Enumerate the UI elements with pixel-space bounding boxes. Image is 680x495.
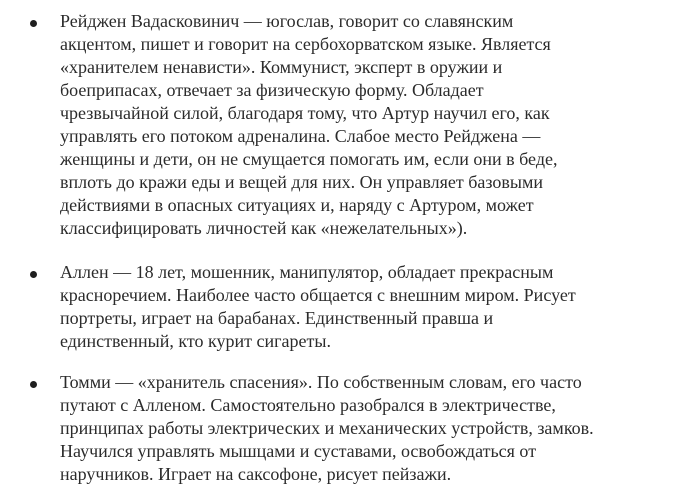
- text-line: принципах работы электрических и механических устройств, замков.: [60, 418, 594, 438]
- text-line: действиями в опасных ситуациях и, наряду с Артуром, может: [60, 195, 534, 215]
- text-line: путают с Алленом. Самостоятельно разобрался в электричестве,: [60, 395, 556, 415]
- text-line: управлять его потоком адреналина. Слабое место Рейджена —: [60, 126, 541, 146]
- text-line: классифицировать личностей как «нежелательных»).: [60, 218, 468, 238]
- bullet-icon: [30, 381, 37, 388]
- text-line: Рейджен Вадасковинич — югослав, говорит со славянским: [60, 11, 514, 31]
- text-line: «хранителем ненависти». Коммунист, эксперт в оружии и: [60, 57, 503, 77]
- text-line: портреты, играет на барабанах. Единственный правша и: [60, 308, 494, 328]
- text-line: боеприпасах, отвечает за физическую форму. Обладает: [60, 80, 484, 100]
- text-line: единственный, кто курит сигареты.: [60, 331, 331, 351]
- bullet-icon: [30, 20, 37, 27]
- text-line: Томми — «хранитель спасения». По собственным словам, его часто: [60, 372, 582, 392]
- text-line: акцентом, пишет и говорит на сербохорватском языке. Является: [60, 34, 551, 54]
- text-line: Научился управлять мышцами и суставами, освобождаться от: [60, 441, 537, 461]
- text-line: женщины и дети, он не смущается помогать им, если они в беде,: [60, 149, 558, 169]
- text-line: Аллен — 18 лет, мошенник, манипулятор, обладает прекрасным: [60, 262, 554, 282]
- bullet-icon: [30, 271, 37, 278]
- text-line: вплоть до кражи еды и вещей для них. Он управляет базовыми: [60, 172, 544, 192]
- text-line: красноречием. Наиболее часто общается с внешним миром. Рисует: [60, 285, 576, 305]
- text-line: чрезвычайной силой, благодаря тому, что Артур научил его, как: [60, 103, 550, 123]
- text-line: наручников. Играет на саксофоне, рисует пейзажи.: [60, 464, 452, 484]
